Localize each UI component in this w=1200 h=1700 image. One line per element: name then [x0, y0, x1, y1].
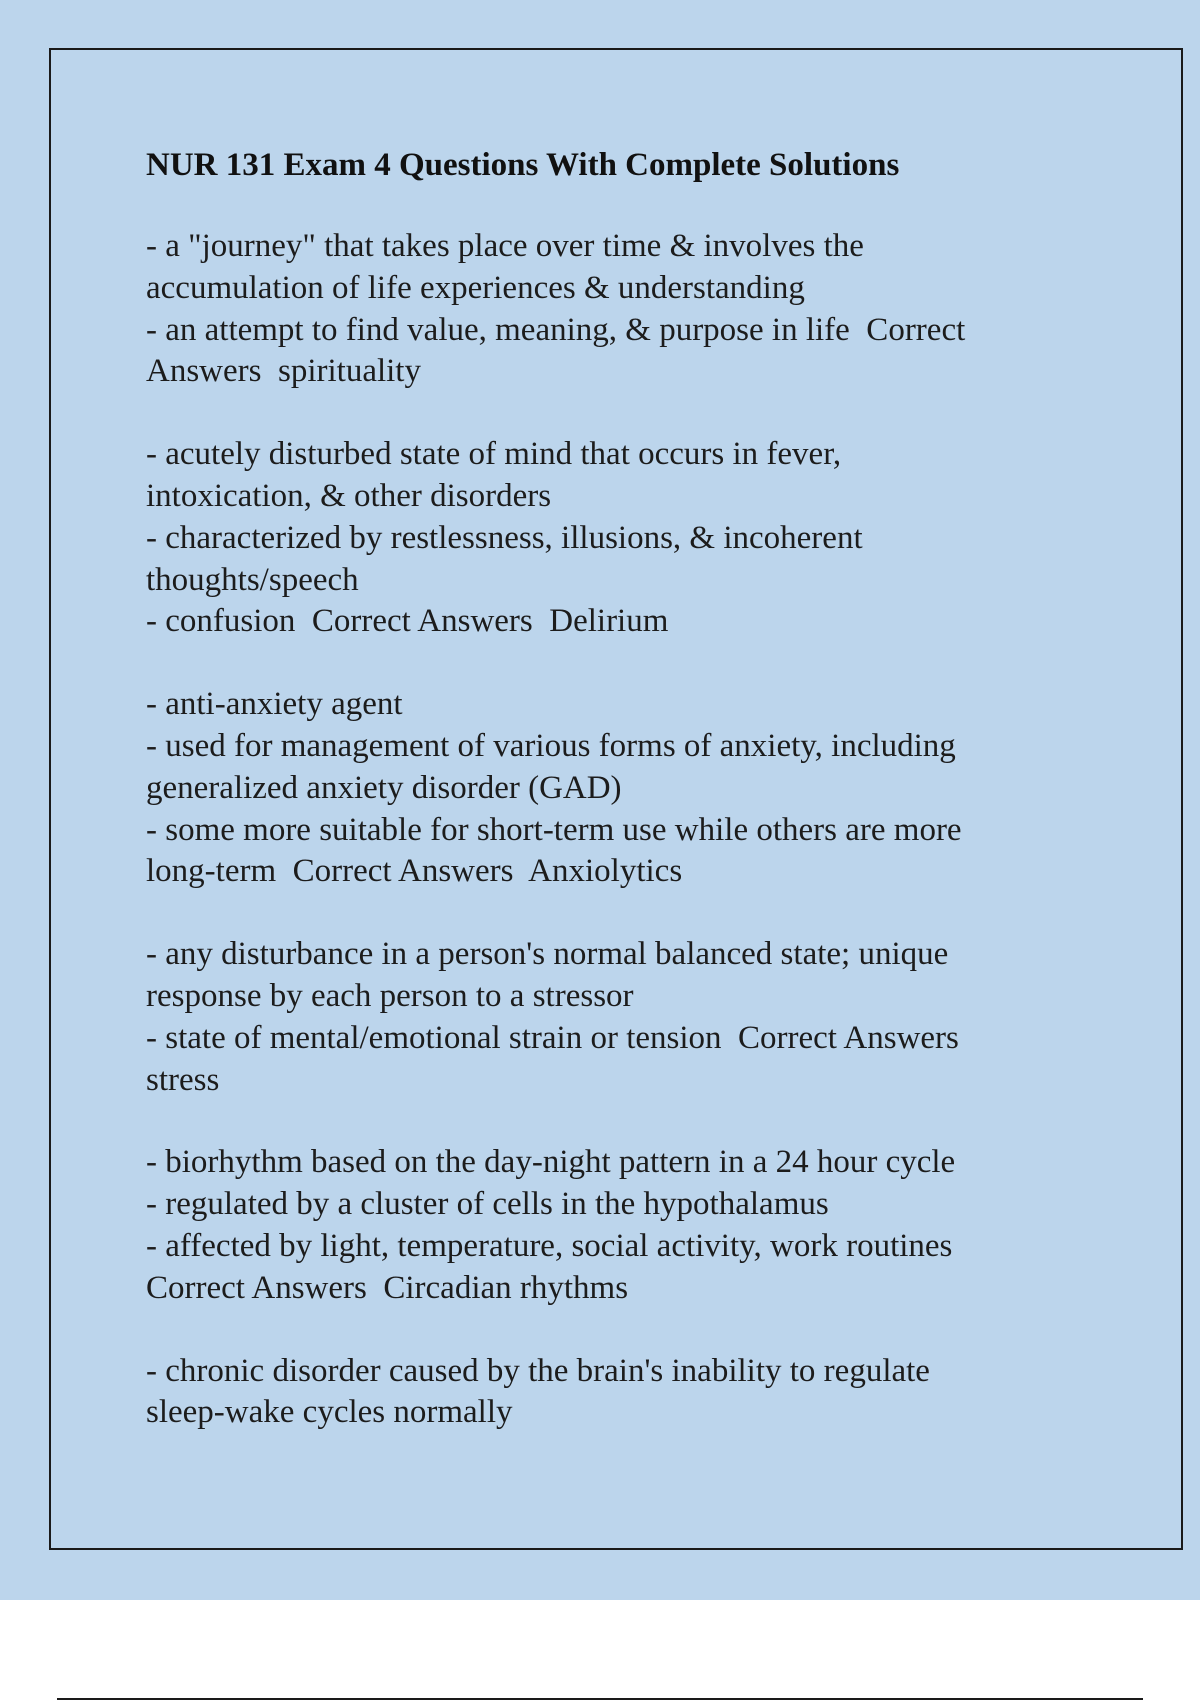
- entry-line: sleep-wake cycles normally: [146, 1394, 513, 1431]
- entry-line: accumulation of life experiences & understanding: [146, 269, 805, 306]
- entry-line: thoughts/speech: [146, 561, 359, 598]
- qa-entry-sleep-disorder: [146, 1351, 1066, 1435]
- entry-line: generalized anxiety disorder (GAD): [146, 769, 622, 806]
- entry-line: Correct Answers Circadian rhythms: [146, 1269, 629, 1306]
- entry-line: - regulated by a cluster of cells in the hypothalamus: [146, 1186, 829, 1223]
- entry-line: intoxication, & other disorders: [146, 477, 552, 514]
- entry-line: - biorhythm based on the day-night pattern in a 24 hour cycle: [146, 1144, 956, 1181]
- entry-line: - chronic disorder caused by the brain's inability to regulate: [146, 1352, 930, 1389]
- entry-line: - characterized by restlessness, illusions, & incoherent: [146, 519, 863, 556]
- entry-line: - confusion Correct Answers Delirium: [146, 603, 669, 640]
- qa-entry-circadian-rhythms: [146, 1142, 1066, 1309]
- entry-line: Answers spirituality: [146, 353, 421, 390]
- entry-line: - some more suitable for short-term use while others are more: [146, 811, 962, 848]
- qa-entry-spirituality: [146, 226, 1066, 393]
- entry-line: - anti-anxiety agent: [146, 686, 403, 723]
- document-title: NUR 131 Exam 4 Questions With Complete Solutions: [146, 147, 900, 183]
- document-content: [146, 144, 1066, 1475]
- entry-line: stress: [146, 1061, 220, 1098]
- entry-line: - a "journey" that takes place over time & involves the: [146, 228, 864, 264]
- qa-entry-stress: [146, 934, 1066, 1101]
- entry-line: - acutely disturbed state of mind that occurs in fever,: [146, 436, 842, 473]
- entry-line: - any disturbance in a person's normal balanced state; unique: [146, 936, 949, 973]
- entry-line: - affected by light, temperature, social activity, work routines: [146, 1227, 953, 1264]
- entry-line: - an attempt to find value, meaning, & purpose in life Correct: [146, 311, 966, 348]
- entry-line: response by each person to a stressor: [146, 977, 634, 1014]
- qa-entry-delirium: [146, 434, 1066, 643]
- entry-line: long-term Correct Answers Anxiolytics: [146, 853, 683, 890]
- entry-line: - state of mental/emotional strain or tension Correct Answers: [146, 1019, 959, 1056]
- entry-line: - used for management of various forms of anxiety, including: [146, 727, 956, 764]
- qa-entry-anxiolytics: [146, 684, 1066, 893]
